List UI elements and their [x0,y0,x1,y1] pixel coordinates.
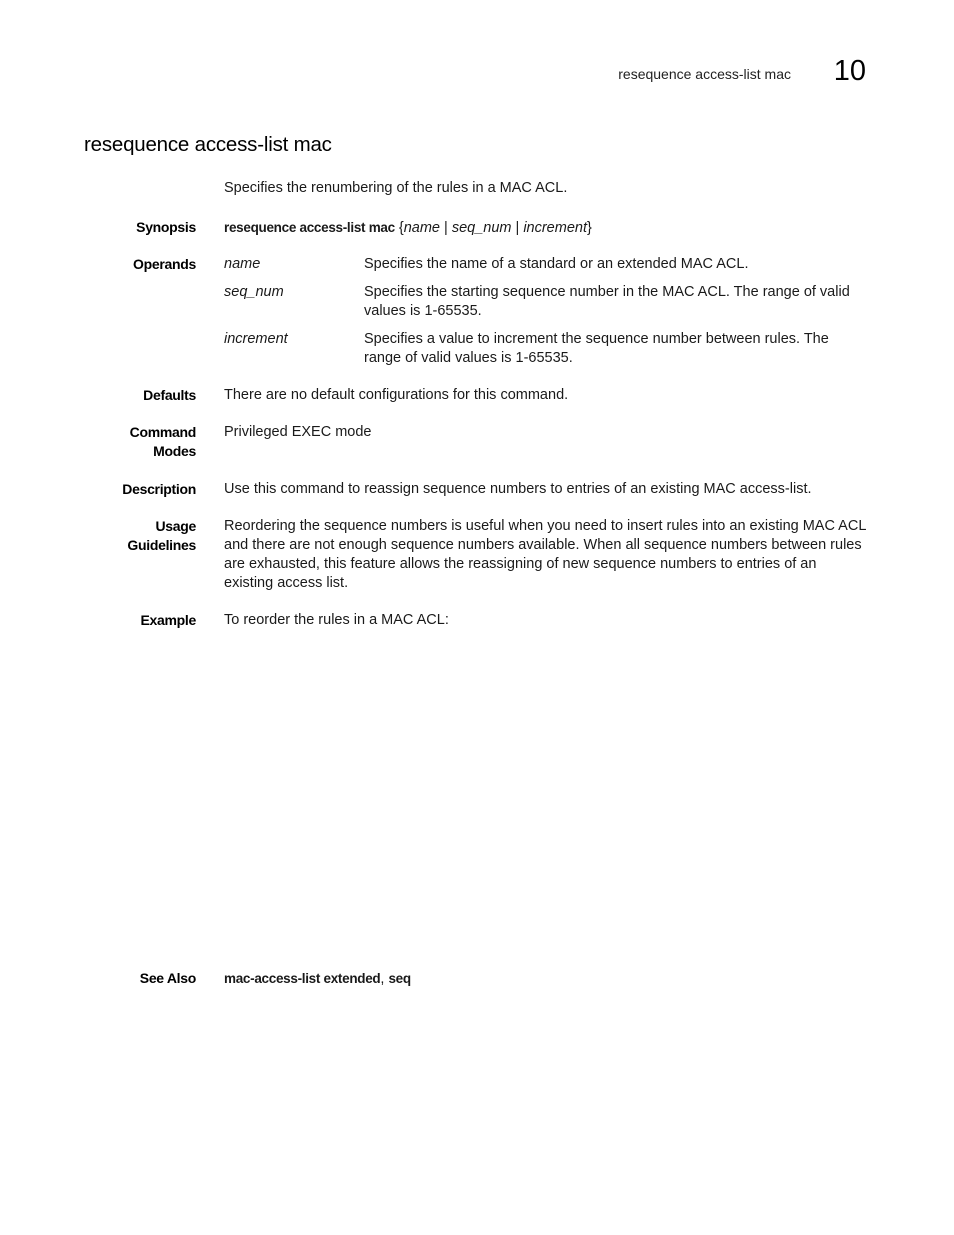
example-label: Example [140,612,196,628]
synopsis-param-name: name [403,220,440,236]
synopsis-command: resequence access-list mac [224,220,395,235]
command-modes-label-line1: Command [129,424,196,440]
synopsis-separator: | [444,220,448,236]
see-also-body [224,969,869,989]
example-text: To reorder the rules in a MAC ACL: [224,612,449,628]
command-modes-label-line2: Modes [153,443,196,459]
synopsis-close-brace: } [586,220,592,236]
running-header [0,55,866,88]
synopsis-param-seq-num: seq_num [451,220,512,236]
usage-guidelines-text: Reordering the sequence numbers is useful when you need to insert rules into an existing MAC ACL and there are not enough sequence numbers available. When all sequence numbers between rules are exhausted, this feature allows the reassigning of new sequence numbers to entries of an existing access list. [224,518,866,591]
operands-label: Operands [133,256,196,272]
defaults-text: There are no default configurations for this command. [224,387,569,403]
operand-name: increment [224,331,288,347]
see-also-separator: , [380,971,389,987]
synopsis-param-increment: increment [523,220,587,236]
description-label: Description [122,481,196,497]
synopsis-open-brace: { [398,220,404,236]
usage-label-line1: Usage [155,518,196,534]
operand-description: Specifies the starting sequence number in the MAC ACL. The range of valid values is 1-65535. [364,284,850,319]
operand-name: seq_num [224,284,284,300]
usage-guidelines-label [86,517,196,555]
synopsis-label: Synopsis [136,219,196,235]
defaults-label: Defaults [143,387,196,403]
synopsis-separator: | [515,220,520,236]
operand-description: Specifies the name of a standard or an extended MAC ACL. [364,256,749,272]
page-title: resequence access-list mac [84,133,332,156]
command-modes-text: Privileged EXEC mode [224,424,372,440]
operand-name: name [224,256,261,272]
usage-label-line2: Guidelines [127,537,196,553]
running-header-title: resequence access-list mac [618,66,791,82]
command-summary: Specifies the renumbering of the rules in a MAC ACL. [224,180,568,196]
operand-description: Specifies a value to increment the sequence number between rules. The range of valid values is 1-65535. [364,331,829,366]
description-text: Use this command to reassign sequence numbers to entries of an existing MAC access-list. [224,481,812,497]
chapter-number: 10 [833,55,866,87]
see-also-link-mac-access-list-extended[interactable]: mac-access-list extended [224,971,381,986]
command-modes-label [86,423,196,461]
see-also-label: See Also [139,970,196,986]
synopsis-body [224,218,869,238]
see-also-link-seq[interactable]: seq [388,971,411,986]
